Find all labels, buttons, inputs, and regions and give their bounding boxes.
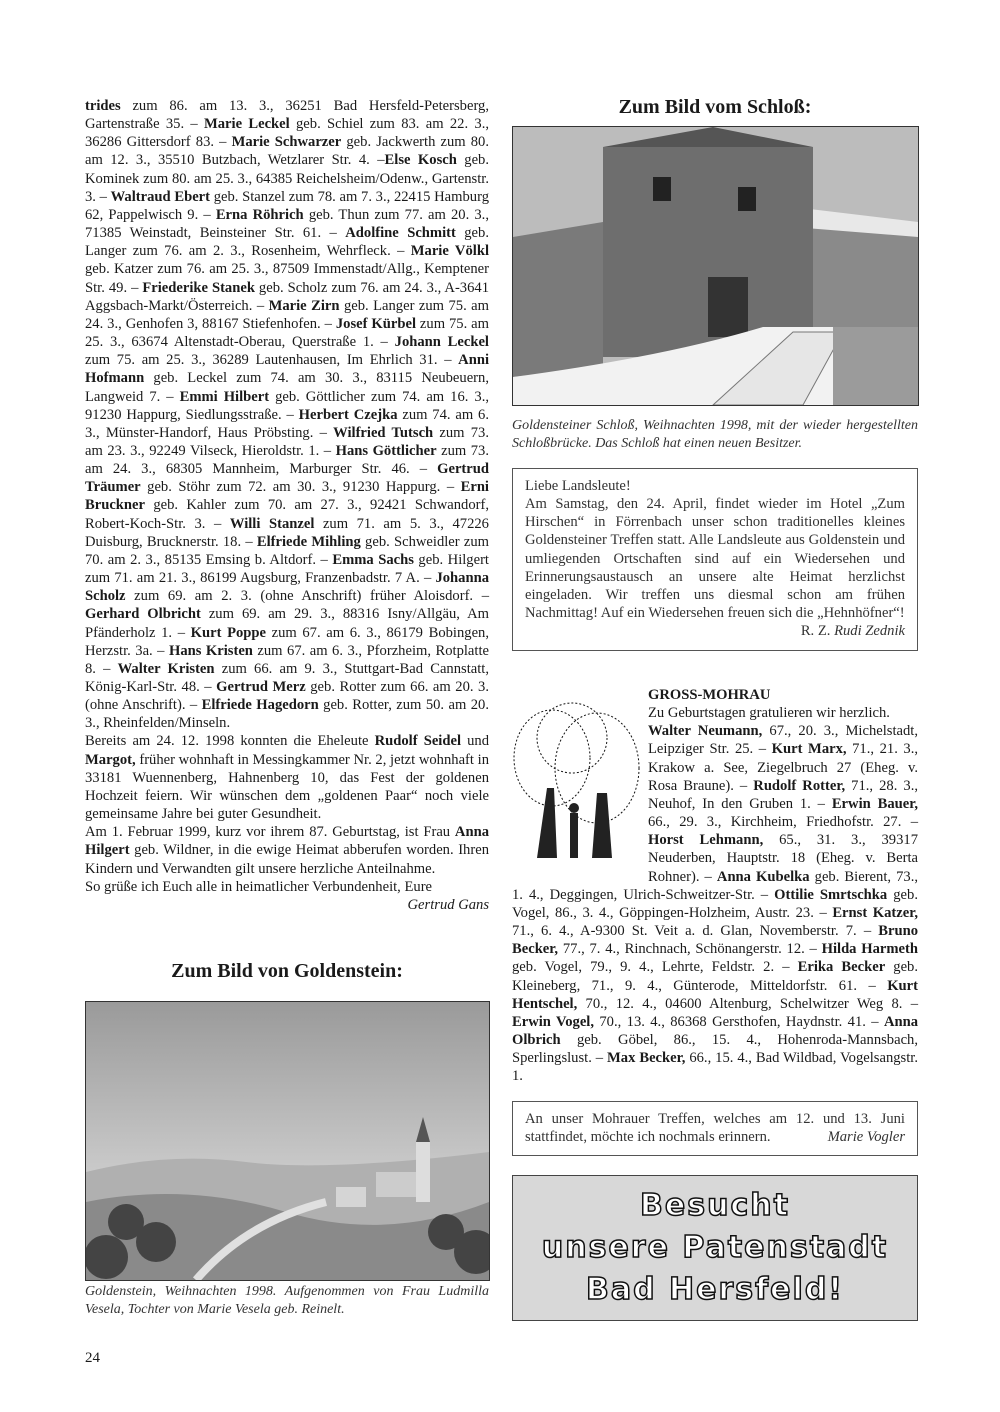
text-run: geb. Schiel zum 83. am 22. 3., 36286 Gittersdorf 83. – (85, 116, 489, 151)
text-run: geb. Wildner, in die ewige Heimat abberufen worden. Ihren Kindern und Verwandten gilt unsere herzliche Anteilnahme. (85, 842, 489, 877)
ad-line-2: unsere Patenstadt (541, 1230, 889, 1265)
text-run: 67., 20. 3., Michelstadt, Leipziger Str. 25. – (648, 723, 918, 758)
person-name: Erwin Vogel, (512, 1013, 595, 1030)
castle-caption: Goldensteiner Schloß, Weihnachten 1998, mit der wieder hergestellten Schloßbrücke. Das Schloß hat einen neuen Besitzer. (512, 418, 918, 451)
closing-paragraph (85, 878, 489, 896)
text-run: geb. Katzer zum 76. am 25. 3., 87509 Immenstadt/Allg., Kemptener Str. 49. – (85, 261, 489, 296)
text-run: So grüße ich Euch alle in heimatlicher Verbundenheit, Eure (85, 878, 433, 895)
letter-greeting: Liebe Landsleute! (525, 478, 631, 494)
page-number: 24 (85, 1350, 100, 1366)
letter-body: Am Samstag, den 24. April, findet wieder im Hotel „Zum Hirschen“ in Förrenbach unser schon traditionelles kleines Goldensteiner Treffen statt. Alle Landsleute aus Goldenstein und umliegenden Ortschaften sind auf ein Wiedersehen und Erinnerungsaustausch an unsere alte Heimat herzlichst eingeladen. Wir treffen uns diesmal schon am frühen Nachmittag! Auf ein Wiedersehen freuen sich die „Hehnhöfner“! (525, 496, 905, 622)
text-run: geb. Vogel, 79., 9. 4., Lehrte, Feldstr. 2. – (512, 959, 798, 976)
text-run: 65., 31. 3., 39317 Neuderben, Hauptstr. 18 (Eheg. v. Berta Rohner). – (648, 832, 918, 885)
text-run: zum 67. am 6. 3., 86179 Bobingen, Herzstr. 3a. – (85, 624, 489, 659)
person-name: Anna Hilgert (85, 824, 489, 859)
golden-wedding-paragraph (85, 732, 489, 823)
person-name: Rudolf Rotter, (753, 777, 846, 794)
person-name: Emmi Hilbert (179, 388, 270, 405)
person-name: Josef Kürbel (335, 315, 416, 332)
obituary-paragraph (85, 823, 489, 877)
text-run: zum 69. am 2. 3. (ohne Anschrift) früher Aloisdorf. – (125, 588, 489, 605)
birthday-list (85, 97, 489, 732)
left-column (85, 97, 489, 914)
person-name: Hilda Harmeth (821, 941, 918, 958)
goldenstein-town-photo (85, 1001, 490, 1281)
person-name: Anni Hofmann (85, 352, 489, 387)
text-run: geb. Kominek zum 80. am 25. 3., 64385 Reichelsheim/Odenw., Gartenstr. 3. – (85, 152, 489, 205)
text-run: 71., 28. 3., Neuhof, In den Gruben 1. – (648, 777, 919, 812)
tree-illustration (512, 698, 648, 870)
person-name: Walter Neumann, (648, 723, 763, 740)
person-name: Willi Stanzel (229, 515, 315, 532)
person-name: Johanna Scholz (85, 570, 489, 605)
castle-photo (512, 126, 919, 406)
person-name: Herbert Czejka (298, 406, 398, 423)
text-run: geb. Kleineberg, 71., 9. 4., Günterode, Mitteldorfstr. 61. – (512, 959, 918, 994)
text-run: geb. Scholz zum 76. am 24. 3., A-3641 Aggsbach-Markt/Österreich. – (85, 279, 489, 314)
text-run: zum 66. am 9. 3., Stuttgart-Bad Cannstatt, König-Karl-Str. 48. – (85, 660, 489, 695)
person-name: trides (85, 98, 121, 114)
person-name: Elfriede Mihling (256, 533, 361, 550)
text-run: geb. Göttlicher zum 74. am 16. 3., 91230 Happurg, Siedlungsstraße. – (85, 388, 489, 423)
person-name: Wilfried Tutsch (333, 424, 434, 441)
text-run: zum 74. am 6. 3., Münster-Handorf, Haus Pröbsting. – (85, 406, 489, 441)
mohrau-meeting-signature: Marie Vogler (827, 1129, 905, 1146)
goldenstein-caption: Goldenstein, Weihnachten 1998. Aufgenommen von Frau Ludmilla Vesela, Tochter von Marie Vesela geb. Reinelt. (85, 1284, 489, 1317)
person-name: Kurt Poppe (190, 624, 266, 641)
text-run: 66., 29. 3., Kirchheim, Friedhofstr. 27. – (648, 814, 918, 831)
person-name: Kurt Marx, (771, 741, 847, 758)
text-run: zum 67. am 6. 3., Pforzheim, Rotplatte 8. – (85, 642, 489, 677)
text-run: zum 75. am 25. 3., 63674 Altenstadt-Oberau, Querstraße 1. – (85, 315, 489, 351)
castle-heading: Zum Bild vom Schloß: (618, 96, 812, 118)
person-name: Marie Zirn (268, 297, 340, 314)
person-name: Gertrud Träumer (85, 461, 489, 496)
person-name: Gertrud Merz (216, 679, 306, 695)
letter-box (512, 468, 918, 651)
text-run: geb. Thun zum 77. am 20. 3., 71385 Weinstadt, Beinsteiner Str. 61. – (85, 206, 489, 242)
person-name: Erika Becker (797, 959, 886, 976)
gross-mohrau-intro: Zu Geburtstagen gratulieren wir herzlich. (648, 705, 890, 722)
person-name: Margot, (85, 751, 136, 768)
person-name: Horst Lehmann, (648, 832, 764, 849)
text-run: 77., 7. 4., Rinchnach, Schönangerstr. 12. – (558, 941, 822, 958)
gross-mohrau-heading: GROSS-MOHRAU (648, 687, 771, 703)
text-run: geb. Stöhr zum 72. am 30. 3., 91230 Happurg. – (140, 479, 461, 496)
person-name: Else Kosch (384, 152, 457, 169)
person-name: Waltraud Ebert (110, 188, 211, 205)
text-run: geb. Göbel, 86., 15. 4., Hohenroda-Mannsbach, Sperlingslust. – (512, 1031, 918, 1067)
person-name: Ernst Katzer, (832, 904, 918, 921)
mohrau-meeting-text: An unser Mohrauer Treffen, welches am 12. und 13. Juni stattfindet, möchte ich nochmals erinnern. (525, 1111, 905, 1146)
person-name: Marie Völkl (410, 243, 489, 260)
person-name: Emma Sachs (332, 551, 414, 568)
person-name: Gerhard Olbricht (85, 606, 201, 623)
person-name: Walter Kristen (117, 660, 215, 677)
person-name: Friederike Stanek (142, 279, 255, 296)
person-name: Bruno Becker, (512, 923, 918, 958)
ad-line-3: Bad Hersfeld! (586, 1272, 844, 1307)
person-name: Ottilie Smrtschka (774, 886, 888, 903)
text-run: Am 1. Februar 1999, kurz vor ihrem 87. Geburtstag, ist Frau (85, 824, 455, 841)
gross-mohrau-section (512, 686, 918, 1085)
text-run: 70., 13. 4., 86368 Gersthofen, Haydnstr. 41. – (594, 1013, 884, 1030)
person-name: Max Becker, (607, 1050, 686, 1067)
person-name: Rudolf Seidel (374, 733, 461, 750)
text-run: geb. Vogel, 86., 3. 4., Göppingen-Holzheim, Austr. 23. – (512, 886, 918, 921)
text-run: zum 71. am 5. 3., 47226 Duisburg, Brucknerstr. 18. – (85, 515, 489, 550)
text-run: geb. Stanzel zum 78. am 7. 3., 22415 Hamburg 62, Pappelwisch 9. – (85, 188, 489, 223)
person-name: Erni Bruckner (85, 479, 489, 514)
person-name: Anna Olbrich (512, 1013, 919, 1048)
person-name: Anna Kubelka (716, 868, 810, 885)
person-name: Erna Röhrich (215, 206, 304, 223)
text-run: und (461, 733, 489, 750)
text-run: zum 73. am 24. 3., 68305 Mannheim, Marburger Str. 46. – (85, 442, 489, 478)
text-run: zum 86. am 13. 3., 36251 Bad Hersfeld-Petersberg, Gartenstraße 35. – (85, 98, 489, 133)
text-run: geb. Rotter zum 66. am 20. 3. (ohne Anschrift). – (85, 679, 489, 714)
text-run: geb. Rotter, zum 50. am 20. 3., Rheinfelden/Minseln. (85, 697, 489, 732)
text-run: geb. Kahler zum 70. am 27. 3., 92421 Schwandorf, Robert-Koch-Str. 3. – (85, 497, 489, 532)
person-name: Johann Leckel (394, 334, 489, 351)
person-name: Hans Göttlicher (335, 442, 437, 459)
person-name: Erwin Bauer, (831, 795, 919, 812)
person-name: Elfriede Hagedorn (201, 697, 319, 714)
letter-signature (525, 622, 905, 640)
ad-line-1: Besucht (640, 1188, 790, 1223)
text-run: Bereits am 24. 12. 1998 konnten die Eheleute (85, 733, 375, 750)
person-name: Marie Schwarzer (231, 134, 342, 151)
signature-name: Rudi Zednik (834, 623, 905, 640)
text-run: zum 75. am 25. 3., 36289 Lautenhausen, Im Ehrlich 31. – (85, 352, 459, 369)
text-run: zum 73. am 23. 3., 92249 Vilseck, Hieroldstr. 1. – (85, 424, 490, 459)
person-name: Hans Kristen (168, 642, 253, 659)
text-run: früher wohnhaft in Messingkammer Nr. 2, jetzt wohnhaft in 33181 Wuennenberg, Hahnenberg 10, das Fest der goldenen Hochzeit feiern. Wir wünschen dem „goldenen Paar“ noch viele gemeinsame Jahre bei guter Gesundheit. (85, 751, 489, 823)
text-run: 71., 6. 4., A-9300 St. Veit a. d. Glan, Novemberstr. 7. – (512, 923, 879, 940)
person-name: Marie Leckel (203, 116, 290, 133)
text-run: zum 69. am 29. 3., 88316 Isny/Allgäu, Am Pfänderholz 1. – (85, 606, 489, 641)
signature-gertrud-gans: Gertrud Gans (407, 896, 489, 913)
person-name: Adolfine Schmitt (345, 225, 456, 242)
text-run: geb. Leckel zum 74. am 30. 3., 83115 Neubeuern, Langweid 7. – (85, 370, 489, 405)
text-run: geb. Bierent, 73., 1. 4., Deggingen, Ulrich-Schweitzer-Str. – (512, 868, 918, 903)
text-run: geb. Hilgert zum 71. am 21. 3., 86199 Augsburg, Franzenbadstr. 7 A. – (85, 551, 489, 587)
text-run: 71., 21. 3., Krakow a. See, Ziegelbruch 27 (Eheg. v. Rosa Braune). – (648, 741, 919, 794)
mohrau-meeting-box (512, 1101, 918, 1156)
text-run: geb. Langer zum 76. am 2. 3., Rosenheim, Wehrfleck. – (85, 225, 489, 260)
text-run: 66., 15. 4., Bad Wildbad, Vogelsangstr. 1. (512, 1050, 918, 1085)
text-run: geb. Jackwerth zum 80. am 12. 3., 35510 Butzbach, Wetzlarer Str. 4. – (85, 134, 490, 169)
signature-initials: R. Z. (800, 623, 831, 640)
text-run: geb. Langer zum 75. am 24. 3., Genhofen 3, 88167 Stiefenhofen. – (85, 297, 489, 332)
text-run: 70., 12. 4., 04600 Altenburg, Schelwitzer Weg 8. – (577, 995, 918, 1012)
patenstadt-ad-banner (512, 1175, 918, 1321)
goldenstein-heading: Zum Bild von Goldenstein: (171, 960, 403, 982)
text-run: geb. Schweidler zum 70. am 2. 3., 85135 Emsing b. Altdorf. – (85, 533, 489, 568)
person-name: Kurt Hentschel, (512, 977, 918, 1012)
